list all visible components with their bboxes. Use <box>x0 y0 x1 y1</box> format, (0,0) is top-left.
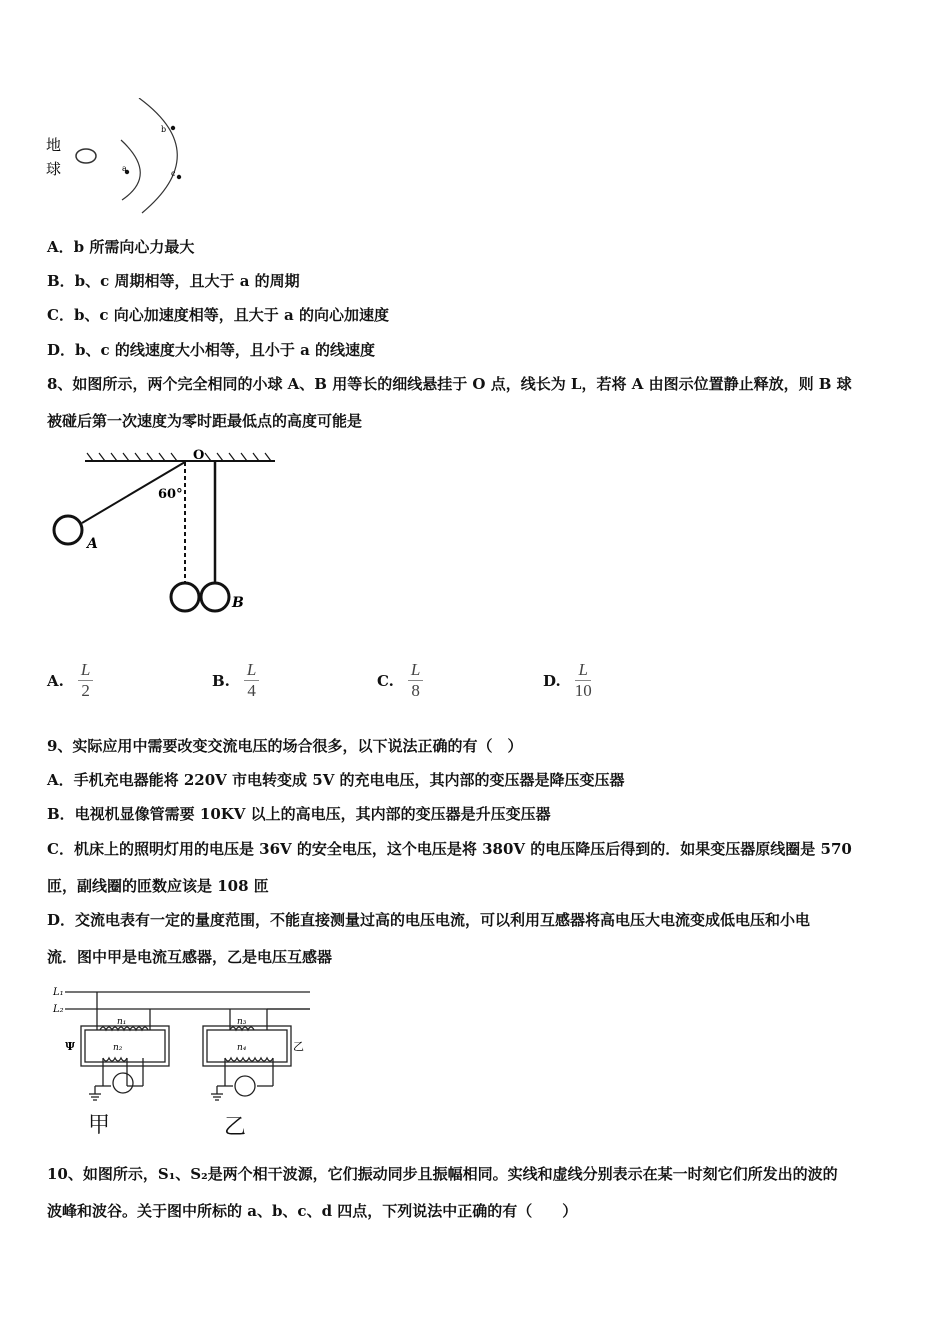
label-n1: n₁ <box>117 1017 127 1027</box>
q10-stem-1: 10、如图所示，S₁、S₂是两个相干波源，它们振动同步且振幅相同。实线和虚线分别表示在某一时刻它们所发出的波的 <box>47 1165 838 1183</box>
q10-stem-2: 波峰和波谷。关于图中所标的 a、b、c、d 四点，下列说法中正确的有（ ） <box>47 1202 578 1220</box>
q9-option-d-2: 流．图中甲是电流互感器，乙是电压互感器 <box>47 948 333 966</box>
svg-text:Ψ: Ψ <box>65 1040 76 1053</box>
q9-option-a: A．手机充电器能将 220V 市电转变成 5V 的充电电压，其内部的变压器是降压变压器 <box>47 771 625 789</box>
q7-option-a: A．b 所需向心力最大 <box>47 238 195 256</box>
denominator: 8 <box>411 681 420 700</box>
ball-b <box>201 583 229 611</box>
q8-stem-1: 8、如图所示，两个完全相同的小球 A、B 用等长的细线悬挂于 O 点，线长为 L，若将 A 由图示位置静止释放，则 B 球 <box>47 375 852 393</box>
denominator: 2 <box>81 681 90 700</box>
earth-label-1: 地 <box>46 136 62 154</box>
fraction <box>575 660 592 701</box>
q9-option-b: B．电视机显像管需要 10KV 以上的高电压，其内部的变压器是升压变压器 <box>47 805 551 823</box>
label-o: O <box>193 448 205 463</box>
label-angle: 60° <box>158 487 183 502</box>
q9-stem: 9、实际应用中需要改变交流电压的场合很多，以下说法正确的有（ ） <box>47 737 523 755</box>
label-n3: n₃ <box>237 1017 247 1027</box>
label-c: c <box>171 169 176 178</box>
numerator: L <box>575 660 590 681</box>
ball-a <box>54 516 82 544</box>
label-n2: n₂ <box>113 1043 123 1053</box>
option-label: B. <box>212 671 230 690</box>
label-b: b <box>161 125 167 134</box>
q8-option-a <box>47 660 93 701</box>
svg-text:乙: 乙 <box>293 1040 304 1053</box>
q9-option-c-1: C．机床上的照明灯用的电压是 36V 的安全电压，这个电压是将 380V 的电压降压后得到的．如果变压器原线圈是 570 <box>47 840 852 858</box>
label-b: B <box>232 595 244 611</box>
q7-option-c: C．b、c 向心加速度相等，且大于 a 的向心加速度 <box>47 306 389 324</box>
denominator: 10 <box>574 681 592 700</box>
q7-option-d: D．b、c 的线速度大小相等，且小于 a 的线速度 <box>47 341 376 359</box>
q9-option-c-2: 匝，副线圈的匝数应该是 108 匝 <box>47 877 269 895</box>
option-label: A. <box>47 671 64 690</box>
label-l1: L₁ <box>53 987 64 998</box>
fraction <box>408 660 423 701</box>
orbit-diagram <box>44 98 189 216</box>
q7-option-b: B．b、c 周期相等，且大于 a 的周期 <box>47 272 300 290</box>
fraction <box>244 660 259 701</box>
pendulum-diagram <box>45 445 285 620</box>
numerator: L <box>408 660 423 681</box>
denominator: 4 <box>247 681 256 700</box>
label-n4: n₄ <box>237 1043 247 1053</box>
ball-a-dashed-position <box>171 583 199 611</box>
option-label: C. <box>377 671 394 690</box>
label-a: A <box>87 536 98 552</box>
caption-jia: 甲 <box>88 1113 111 1138</box>
fraction <box>78 660 93 701</box>
q8-option-c <box>377 660 423 701</box>
label-a: a <box>122 164 127 173</box>
label-l2: L₂ <box>53 1004 64 1015</box>
caption-yi: 乙 <box>224 1115 247 1140</box>
q9-option-d-1: D．交流电表有一定的量度范围，不能直接测量过高的电压电流，可以利用互感器将高电压大电流变成低电压和小电 <box>47 911 811 929</box>
q8-option-b <box>212 660 259 701</box>
earth-label-2: 球 <box>46 160 62 178</box>
q8-stem-2: 被碰后第一次速度为零时距最低点的高度可能是 <box>47 412 363 430</box>
numerator: L <box>244 660 259 681</box>
option-label: D. <box>543 671 561 690</box>
numerator: L <box>78 660 93 681</box>
q8-option-d <box>543 660 592 701</box>
transformer-diagram <box>45 978 315 1138</box>
